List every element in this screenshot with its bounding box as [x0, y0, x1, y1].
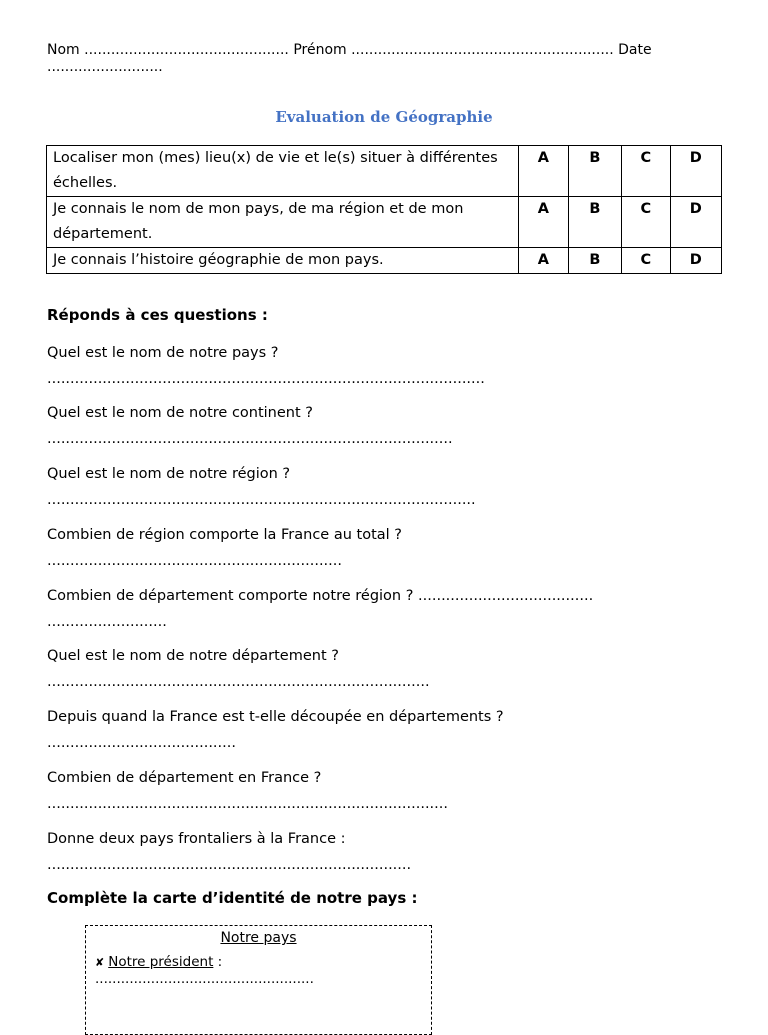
answer-field[interactable]: ...............................................................................: [47, 857, 412, 873]
student-info-line: [47, 42, 707, 76]
page-title: Evaluation de Géographie: [275, 108, 493, 126]
level-b[interactable]: B: [568, 197, 621, 248]
prenom-field[interactable]: ...........................................................: [351, 42, 614, 58]
answer-field[interactable]: ........................................................................................: [47, 431, 453, 447]
date-label: Date: [618, 42, 652, 58]
level-a[interactable]: A: [519, 146, 568, 197]
question-item: [47, 400, 727, 452]
card-title: Notre pays: [220, 930, 297, 946]
answer-field[interactable]: .........................................: [47, 735, 236, 751]
level-c[interactable]: C: [622, 146, 670, 197]
date-field[interactable]: ..........................: [47, 59, 163, 75]
cross-bullet-icon: ✘: [95, 956, 105, 969]
level-d[interactable]: D: [670, 248, 721, 274]
question-item: [47, 522, 727, 574]
president-answer-field[interactable]: ...................................................: [95, 971, 314, 987]
identity-card: [85, 925, 432, 1035]
question-item: [47, 461, 727, 513]
level-a[interactable]: A: [519, 197, 568, 248]
skill-description: Localiser mon (mes) lieu(x) de vie et le(s) situer à différentes échelles.: [47, 146, 519, 197]
answer-field[interactable]: ..........................: [47, 614, 167, 630]
question-item: [47, 826, 727, 878]
answer-field[interactable]: ...................................................................................: [47, 674, 430, 690]
question-text: Combien de département comporte notre région ? ......................................: [47, 588, 594, 604]
question-item: [47, 340, 727, 392]
level-c[interactable]: C: [622, 197, 670, 248]
question-text: Quel est le nom de notre département ?: [47, 648, 339, 664]
table-row: [47, 146, 722, 197]
question-text: Combien de région comporte la France au total ?: [47, 527, 402, 543]
questions-heading: Réponds à ces questions :: [47, 306, 268, 324]
prenom-label: Prénom: [293, 42, 347, 58]
level-a[interactable]: A: [519, 248, 568, 274]
level-b[interactable]: B: [568, 248, 621, 274]
level-d[interactable]: D: [670, 146, 721, 197]
level-c[interactable]: C: [622, 248, 670, 274]
president-label: Notre président: [108, 954, 214, 970]
president-suffix: :: [213, 954, 223, 970]
question-text: Depuis quand la France est t-elle découpée en départements ?: [47, 709, 504, 725]
question-text: Donne deux pays frontaliers à la France :: [47, 831, 346, 847]
nom-label: Nom: [47, 42, 80, 58]
level-b[interactable]: B: [568, 146, 621, 197]
answer-field[interactable]: ...............................................................................................: [47, 371, 485, 387]
nom-field[interactable]: ..............................................: [84, 42, 289, 58]
question-item: [47, 704, 727, 756]
question-text: Quel est le nom de notre pays ?: [47, 345, 279, 361]
identity-card-heading: Complète la carte d’identité de notre pays :: [47, 889, 418, 907]
president-item: [95, 954, 431, 988]
level-d[interactable]: D: [670, 197, 721, 248]
answer-field[interactable]: ................................................................: [47, 553, 342, 569]
question-text: Combien de département en France ?: [47, 770, 322, 786]
answer-field[interactable]: .............................................................................................: [47, 492, 476, 508]
table-row: [47, 248, 722, 274]
table-row: [47, 197, 722, 248]
question-item: [47, 643, 727, 695]
question-text: Quel est le nom de notre continent ?: [47, 405, 313, 421]
question-item: [47, 765, 727, 817]
skill-description: Je connais le nom de mon pays, de ma région et de mon département.: [47, 197, 519, 248]
answer-field[interactable]: .......................................................................................: [47, 796, 448, 812]
question-item: [47, 583, 727, 635]
question-text: Quel est le nom de notre région ?: [47, 466, 291, 482]
skills-table: [46, 145, 722, 274]
skill-description: Je connais l’histoire géographie de mon pays.: [47, 248, 519, 274]
